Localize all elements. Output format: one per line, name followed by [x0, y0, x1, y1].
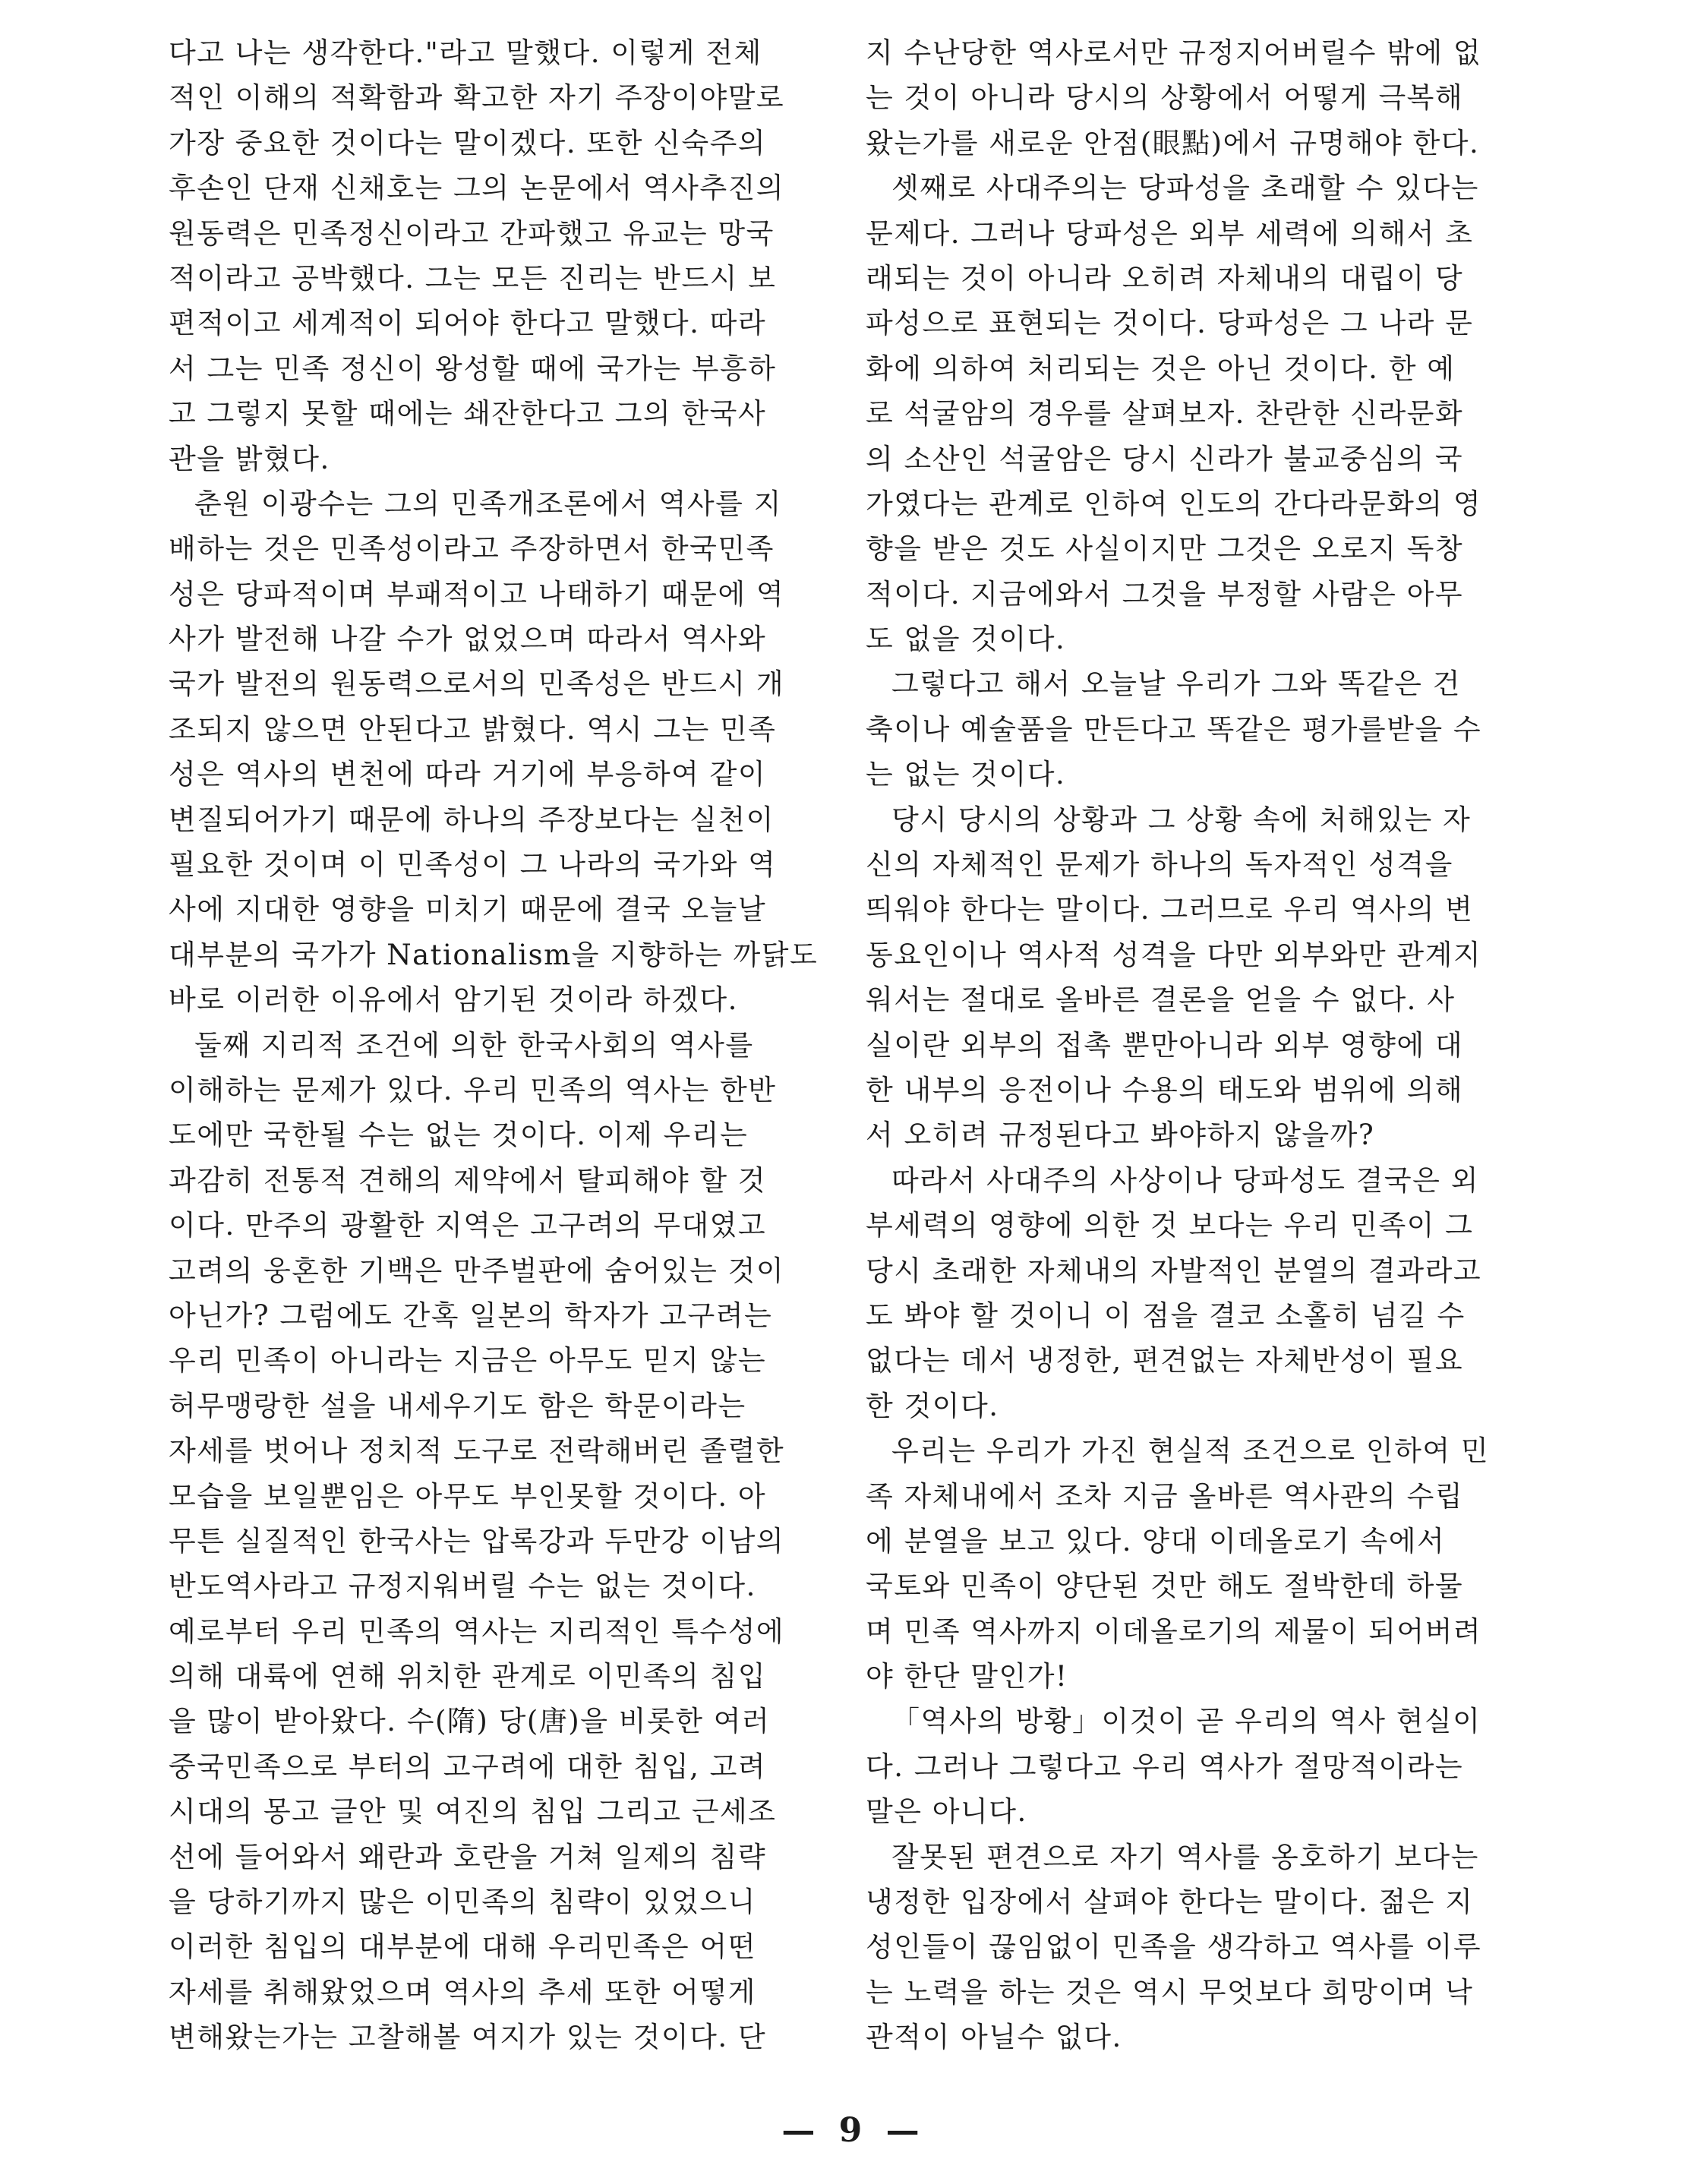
text-line: 그렇다고 해서 오늘날 우리가 그와 똑같은 건	[891, 668, 1461, 701]
text-line: 띄워야 한다는 말이다. 그러므로 우리 역사의 변	[866, 893, 1474, 926]
text-line: 문제다. 그러나 당파성은 외부 세력에 의해서 초	[866, 216, 1474, 250]
text-line: 성은 역사의 변천에 따라 거기에 부응하여 같이	[169, 758, 767, 791]
text-line: 적인 이해의 적확함과 확고한 자기 주장이야말로	[169, 81, 785, 115]
text-line: 의해 대륙에 연해 위치한 관계로 이민족의 침입	[169, 1660, 767, 1693]
text-line: 중국민족으로 부터의 고구려에 대한 침입, 고려	[169, 1750, 767, 1783]
text-line: 국토와 민족이 양단된 것만 해도 절박한데 하물	[866, 1570, 1464, 1603]
text-line: 야 한단 말인가!	[866, 1660, 1068, 1693]
text-line: 을 당하기까지 많은 이민족의 침략이 있었으니	[169, 1886, 756, 1919]
page-number: — 9 —	[781, 2111, 926, 2150]
text-line: 도 봐야 할 것이니 이 점을 결코 소홀히 넘길 수	[866, 1299, 1466, 1332]
text-line: 고 그렇지 못할 때에는 쇄잔한다고 그의 한국사	[169, 397, 767, 431]
text-line: 는 노력을 하는 것은 역시 무엇보다 희망이며 낙	[866, 1975, 1474, 2009]
text-line: 관적이 아닐수 없다.	[866, 2021, 1122, 2054]
text-line: 한 것이다.	[866, 1389, 999, 1422]
text-line: 허무맹랑한 설을 내세우기도 함은 학문이라는	[169, 1389, 746, 1422]
text-line: 향을 받은 것도 사실이지만 그것은 오로지 독창	[866, 532, 1464, 566]
text-line: 서 그는 민족 정신이 왕성할 때에 국가는 부흥하	[169, 352, 777, 385]
text-line: 성인들이 끊임없이 민족을 생각하고 역사를 이루	[866, 1930, 1482, 1964]
text-line: 「역사의 방황」이것이 곧 우리의 역사 현실이	[891, 1705, 1481, 1738]
text-line: 한 내부의 응전이나 수용의 태도와 범위에 의해	[866, 1073, 1464, 1106]
text-line: 시대의 몽고 글안 및 여진의 침입 그리고 근세조	[169, 1795, 777, 1829]
text-line: 선에 들어와서 왜란과 호란을 거쳐 일제의 침략	[169, 1840, 767, 1873]
text-line: 가였다는 관계로 인하여 인도의 간다라문화의 영	[866, 487, 1482, 520]
text-line: 무튼 실질적인 한국사는 압록강과 두만강 이남의	[169, 1524, 785, 1558]
text-line: 다. 그러나 그렇다고 우리 역사가 절망적이라는	[866, 1750, 1464, 1783]
text-line: 는 것이 아니라 당시의 상황에서 어떻게 극복해	[866, 81, 1464, 115]
text-line: 우리는 우리가 가진 현실적 조건으로 인하여 민	[891, 1434, 1490, 1468]
text-line: 며 민족 역사까지 이데올로기의 제물이 되어버려	[866, 1614, 1482, 1648]
text-line: 족 자체내에서 조차 지금 올바른 역사관의 수립	[866, 1479, 1464, 1513]
text-line: 국가 발전의 원동력으로서의 민족성은 반드시 개	[169, 668, 785, 701]
text-line: 모습을 보일뿐임은 아무도 부인못할 것이다. 아	[169, 1479, 767, 1513]
text-line: 왔는가를 새로운 안점(眼點)에서 규명해야 한다.	[866, 126, 1480, 159]
text-line: 아닌가? 그럼에도 간혹 일본의 학자가 고구려는	[169, 1299, 773, 1332]
text-line: 로 석굴암의 경우를 살펴보자. 찬란한 신라문화	[866, 397, 1464, 431]
text-line: 의 소산인 석굴암은 당시 신라가 불교중심의 국	[866, 442, 1464, 475]
text-line: 이러한 침입의 대부분에 대해 우리민족은 어떤	[169, 1930, 756, 1964]
text-line: 잘못된 편견으로 자기 역사를 옹호하기 보다는	[891, 1840, 1479, 1873]
text-line: 당시 당시의 상황과 그 상황 속에 처해있는 자	[891, 803, 1472, 836]
text-line: 자세를 벗어나 정치적 도구로 전락해버린 졸렬한	[169, 1434, 785, 1468]
text-line: 고려의 웅혼한 기백은 만주벌판에 숨어있는 것이	[169, 1254, 785, 1287]
text-line: 자세를 취해왔었으며 역사의 추세 또한 어떻게	[169, 1975, 756, 2009]
text-line: 대부분의 국가가 Nationalism을 지향하는 까닭도	[169, 938, 819, 971]
text-line: 바로 이러한 이유에서 암기된 것이라 하겠다.	[169, 983, 738, 1017]
text-line: 예로부터 우리 민족의 역사는 지리적인 특수성에	[169, 1614, 785, 1648]
text-line: 없다는 데서 냉정한, 편견없는 자체반성이 필요	[866, 1344, 1464, 1378]
text-line: 신의 자체적인 문제가 하나의 독자적인 성격을	[866, 848, 1453, 882]
text-line: 춘원 이광수는 그의 민족개조론에서 역사를 지	[194, 487, 782, 520]
left-column	[169, 30, 837, 2060]
text-line: 을 많이 받아왔다. 수(隋) 당(唐)을 비롯한 여러	[169, 1705, 771, 1738]
text-line: 필요한 것이며 이 민족성이 그 나라의 국가와 역	[169, 848, 777, 882]
text-line: 도에만 국한될 수는 없는 것이다. 이제 우리는	[169, 1119, 749, 1152]
text-line: 셋째로 사대주의는 당파성을 초래할 수 있다는	[891, 172, 1479, 205]
text-line: 도 없을 것이다.	[866, 623, 1066, 656]
text-line: 파성으로 표현되는 것이다. 당파성은 그 나라 문	[866, 307, 1474, 340]
text-line: 축이나 예술품을 만든다고 똑같은 평가를받을 수	[866, 712, 1482, 746]
text-line: 지 수난당한 역사로서만 규정지어버릴수 밖에 없	[866, 36, 1482, 69]
text-line: 관을 밝혔다.	[169, 442, 330, 475]
text-line: 적이라고 공박했다. 그는 모든 진리는 반드시 보	[169, 261, 777, 295]
right-column	[866, 30, 1534, 2060]
text-line: 화에 의하여 처리되는 것은 아닌 것이다. 한 예	[866, 352, 1456, 385]
text-line: 이다. 만주의 광활한 지역은 고구려의 무대였고	[169, 1209, 767, 1242]
text-line: 원동력은 민족정신이라고 간파했고 유교는 망국	[169, 216, 775, 250]
text-line: 둘째 지리적 조건에 의한 한국사회의 역사를	[194, 1028, 754, 1062]
text-line: 냉정한 입장에서 살펴야 한다는 말이다. 젊은 지	[866, 1886, 1474, 1919]
text-line: 적이다. 지금에와서 그것을 부정할 사람은 아무	[866, 577, 1464, 611]
text-line: 따라서 사대주의 사상이나 당파성도 결국은 외	[891, 1163, 1479, 1197]
text-line: 성은 당파적이며 부패적이고 나태하기 때문에 역	[169, 577, 785, 611]
text-line: 배하는 것은 민족성이라고 주장하면서 한국민족	[169, 532, 775, 566]
text-line: 변해왔는가는 고찰해볼 여지가 있는 것이다. 단	[169, 2021, 767, 2054]
text-line: 부세력의 영향에 의한 것 보다는 우리 민족이 그	[866, 1209, 1474, 1242]
text-line: 사에 지대한 영향을 미치기 때문에 결국 오늘날	[169, 893, 767, 926]
text-line: 이해하는 문제가 있다. 우리 민족의 역사는 한반	[169, 1073, 777, 1106]
text-line: 에 분열을 보고 있다. 양대 이데올로기 속에서	[866, 1524, 1446, 1558]
text-line: 워서는 절대로 올바른 결론을 얻을 수 없다. 사	[866, 983, 1456, 1017]
text-line: 동요인이나 역사적 성격을 다만 외부와만 관계지	[866, 938, 1482, 971]
text-line: 가장 중요한 것이다는 말이겠다. 또한 신숙주의	[169, 126, 767, 159]
text-line: 후손인 단재 신채호는 그의 논문에서 역사추진의	[169, 172, 785, 205]
text-line: 과감히 전통적 견해의 제약에서 탈피해야 할 것	[169, 1163, 767, 1197]
text-line: 실이란 외부의 접촉 뿐만아니라 외부 영향에 대	[866, 1028, 1464, 1062]
text-line: 말은 아니다.	[866, 1795, 1027, 1829]
text-line: 다고 나는 생각한다."라고 말했다. 이렇게 전체	[169, 36, 762, 69]
text-line: 래되는 것이 아니라 오히려 자체내의 대립이 당	[866, 261, 1464, 295]
text-line: 사가 발전해 나갈 수가 없었으며 따라서 역사와	[169, 623, 767, 656]
text-line: 서 오히려 규정된다고 봐야하지 않을까?	[866, 1119, 1375, 1152]
text-line: 조되지 않으면 안된다고 밝혔다. 역시 그는 민족	[169, 712, 777, 746]
text-line: 당시 초래한 자체내의 자발적인 분열의 결과라고	[866, 1254, 1482, 1287]
text-line: 변질되어가기 때문에 하나의 주장보다는 실천이	[169, 803, 775, 836]
text-line: 편적이고 세계적이 되어야 한다고 말했다. 따라	[169, 307, 767, 340]
text-line: 반도역사라고 규정지워버릴 수는 없는 것이다.	[169, 1570, 756, 1603]
text-line: 우리 민족이 아니라는 지금은 아무도 믿지 않는	[169, 1344, 767, 1378]
text-line: 는 없는 것이다.	[866, 758, 1066, 791]
